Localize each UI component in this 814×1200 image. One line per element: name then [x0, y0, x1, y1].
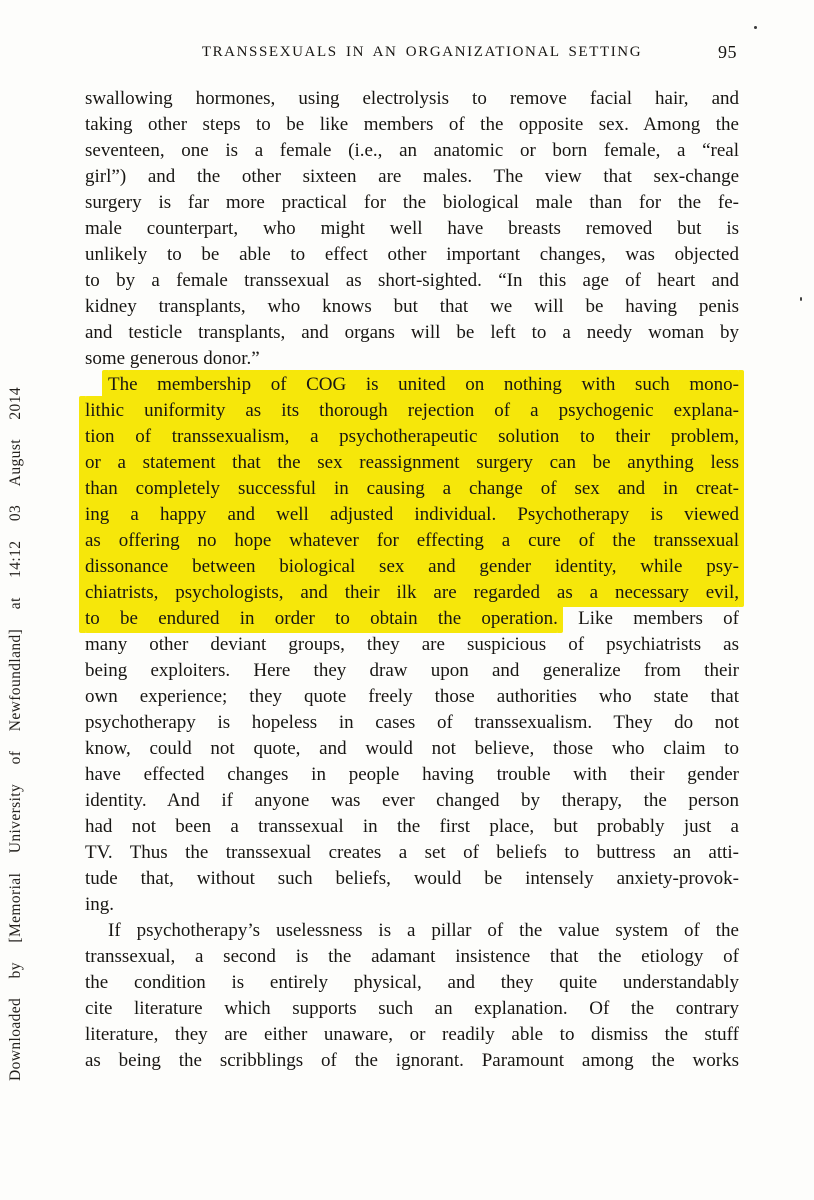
text-line — [85, 424, 739, 450]
text-run: literature, they are either unaware, or readily able to dismiss the stuff — [85, 1024, 739, 1045]
text-line — [85, 320, 739, 346]
text-run: ing. — [85, 894, 115, 915]
text-line — [85, 398, 739, 424]
text-line — [85, 242, 739, 268]
text-run: to by a female transsexual as short-sighted. “In this age of heart and — [85, 270, 739, 291]
highlighted-text: chiatrists, psychologists, and their ilk are regarded as a necessary evil, — [85, 578, 739, 607]
text-run: seventeen, one is a female (i.e., an anatomic or born female, a “real — [85, 140, 739, 161]
text-line — [85, 86, 739, 112]
text-line — [85, 944, 739, 970]
text-line — [85, 840, 739, 866]
text-run: surgery is far more practical for the biological male than for the fe- — [85, 192, 739, 213]
text-line — [85, 892, 739, 918]
text-run: Like members of — [557, 608, 739, 629]
text-line — [85, 762, 739, 788]
text-run: the condition is entirely physical, and they quite understandably — [85, 972, 739, 993]
text-line — [85, 970, 739, 996]
text-run: male counterpart, who might well have breasts removed but is — [85, 218, 739, 239]
text-line — [85, 710, 739, 736]
download-watermark: Downloaded by [Memorial University of Newfoundland] at 14:12 03 August 2014 — [7, 387, 24, 1081]
text-line — [85, 450, 739, 476]
text-run: unlikely to be able to effect other important changes, was objected — [85, 244, 739, 265]
text-line — [85, 788, 739, 814]
text-run: many other deviant groups, they are suspicious of psychiatrists as — [85, 634, 739, 655]
text-run: kidney transplants, who knows but that we will be having penis — [85, 296, 739, 317]
text-line — [85, 996, 739, 1022]
text-line — [85, 1048, 739, 1074]
text-line — [85, 528, 739, 554]
text-run: girl”) and the other sixteen are males. The view that sex-change — [85, 166, 739, 187]
page-number: 95 — [718, 42, 737, 62]
text-run: psychotherapy is hopeless in cases of transsexualism. They do not — [85, 712, 739, 733]
text-run: identity. And if anyone was ever changed by therapy, the person — [85, 790, 739, 811]
text-run: swallowing hormones, using electrolysis to remove facial hair, and — [85, 88, 739, 109]
text-run: and testicle transplants, and organs will be left to a needy woman by — [85, 322, 739, 343]
text-line — [85, 814, 739, 840]
text-line — [85, 164, 739, 190]
text-run: tude that, without such beliefs, would be intensely anxiety-provok- — [85, 868, 739, 889]
text-run: taking other steps to be like members of the opposite sex. Among the — [85, 114, 739, 135]
text-line — [85, 268, 739, 294]
text-run: some generous donor.” — [85, 348, 260, 369]
highlighted-text: as offering no hope whatever for effecting a cure of the transsexual — [85, 526, 739, 555]
text-line — [85, 918, 739, 944]
text-line — [85, 554, 739, 580]
text-line — [85, 736, 739, 762]
body-text — [85, 86, 739, 1074]
highlighted-text: to be endured in order to obtain the operation. — [85, 604, 558, 633]
highlighted-text: than completely successful in causing a change of sex and in creat- — [85, 474, 739, 503]
text-run: as being the scribblings of the ignorant. Paramount among the works — [85, 1050, 739, 1071]
text-run: have effected changes in people having trouble with their gender — [85, 764, 739, 785]
text-run: TV. Thus the transsexual creates a set of beliefs to buttress an atti- — [85, 842, 739, 863]
running-title: TRANSSEXUALS IN AN ORGANIZATIONAL SETTING — [201, 44, 643, 60]
text-line — [85, 216, 739, 242]
text-line — [85, 138, 739, 164]
text-run: being exploiters. Here they draw upon and generalize from their — [85, 660, 739, 681]
text-line — [85, 294, 739, 320]
highlighted-text: tion of transsexualism, a psychotherapeutic solution to their problem, — [85, 422, 739, 451]
text-line — [85, 632, 739, 658]
text-run: If psychotherapy’s uselessness is a pillar of the value system of the — [108, 920, 739, 941]
text-run: cite literature which supports such an explanation. Of the contrary — [85, 998, 739, 1019]
scan-artifact — [754, 26, 757, 29]
text-line — [85, 346, 739, 372]
text-line — [85, 606, 739, 632]
text-line — [85, 866, 739, 892]
highlighted-text: The membership of COG is united on nothing with such mono- — [108, 370, 739, 399]
highlighted-text: or a statement that the sex reassignment surgery can be anything less — [85, 448, 739, 477]
text-run: transsexual, a second is the adamant insistence that the etiology of — [85, 946, 739, 967]
text-line — [85, 112, 739, 138]
text-line — [85, 658, 739, 684]
text-line — [85, 684, 739, 710]
text-line — [85, 580, 739, 606]
text-run: know, could not quote, and would not believe, those who claim to — [85, 738, 739, 759]
text-line — [85, 502, 739, 528]
highlighted-text: ing a happy and well adjusted individual. Psychotherapy is viewed — [85, 500, 739, 529]
text-line — [85, 190, 739, 216]
text-line — [85, 1022, 739, 1048]
text-line — [85, 372, 739, 398]
scan-artifact — [800, 297, 802, 301]
text-run: had not been a transsexual in the first place, but probably just a — [85, 816, 739, 837]
text-run: own experience; they quote freely those authorities who state that — [85, 686, 739, 707]
page-header — [85, 44, 739, 61]
highlighted-text: lithic uniformity as its thorough rejection of a psychogenic explana- — [85, 396, 739, 425]
highlighted-text: dissonance between biological sex and gender identity, while psy- — [85, 552, 739, 581]
text-line — [85, 476, 739, 502]
